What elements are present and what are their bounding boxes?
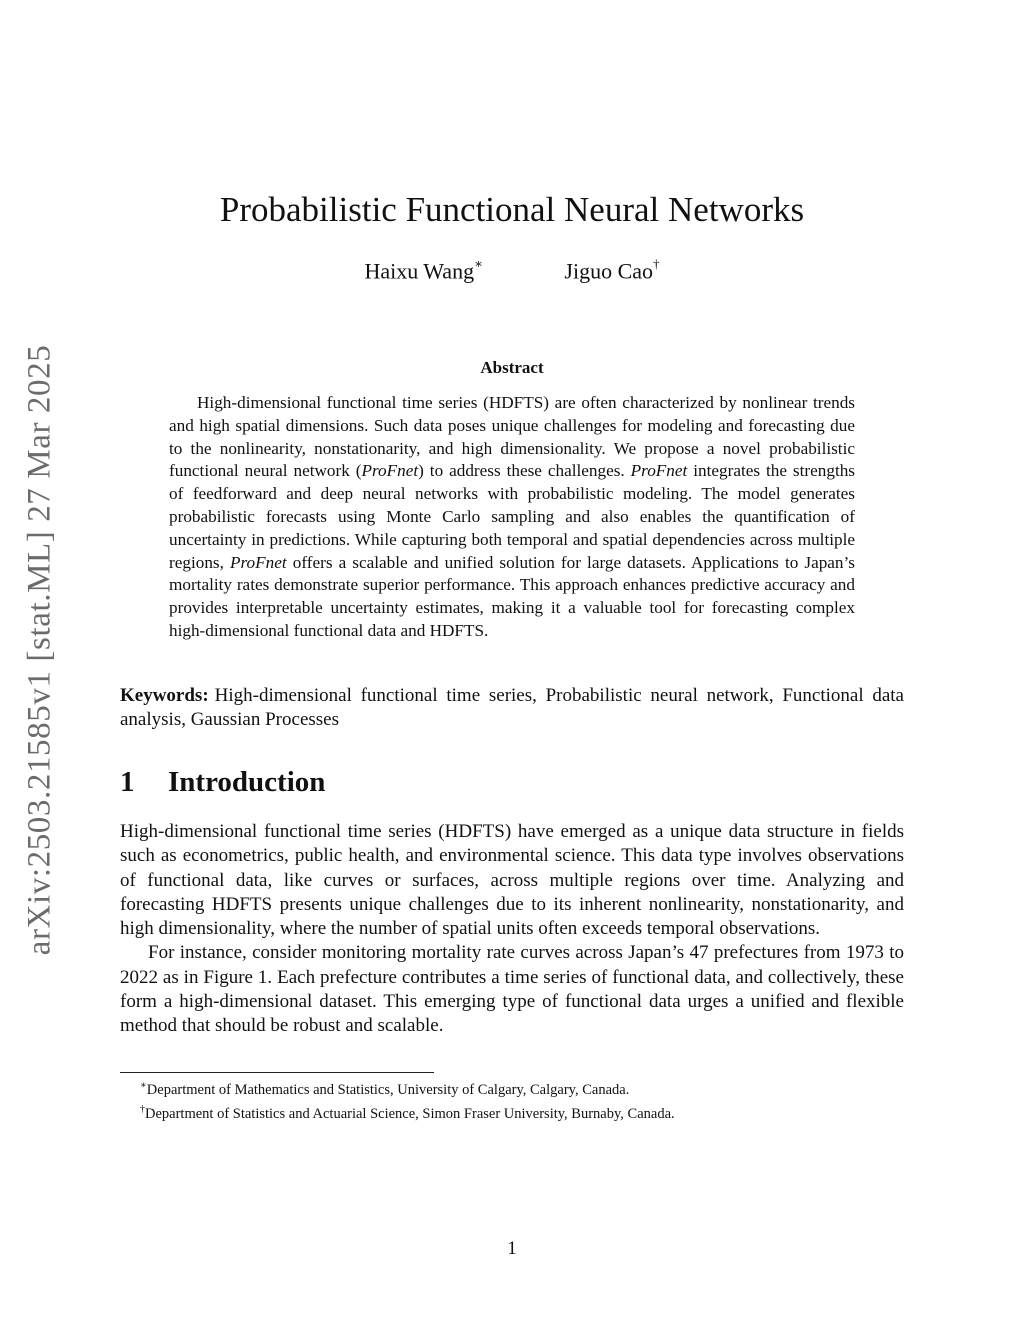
footnote-2-text: Department of Statistics and Actuarial Science, Simon Fraser University, Burnaby, Canada. xyxy=(145,1105,675,1122)
author-2-mark: † xyxy=(653,256,660,271)
page-number: 1 xyxy=(507,1238,517,1259)
section-heading xyxy=(120,766,325,799)
section-number: 1 xyxy=(120,766,135,798)
footnote-1-text: Department of Mathematics and Statistics, University of Calgary, Calgary, Canada. xyxy=(146,1081,630,1098)
section-title: Introduction xyxy=(168,766,326,798)
introduction-body xyxy=(120,820,904,1039)
keywords-text: High-dimensional functional time series, Probabilistic neural network, Functional data analysis, Gaussian Processes xyxy=(120,685,904,730)
author-list xyxy=(0,258,1024,284)
model-name: ProFnet xyxy=(630,461,688,481)
intro-paragraph-2: For instance, consider monitoring mortality rate curves across Japan’s 47 prefectures from 1973 to 2022 as in Figure 1. Each prefecture contributes a time series of functional data, and collectively, these form a high-dimensional dataset. This emerging type of functional data urges a unified and flexible method that should be robust and scalable. xyxy=(120,942,904,1037)
footnote-divider xyxy=(120,1072,434,1073)
author-2 xyxy=(564,258,659,284)
abstract-text: integrates the strengths of feedforward and deep neural networks with probabilistic modeling. The model generates probabilistic forecasts using Monte Carlo sampling and also enables the quantification of uncertainty in predictions. While capturing both temporal and spatial dependencies across multiple regions, xyxy=(169,461,855,572)
footnote-2 xyxy=(120,1100,904,1124)
intro-paragraph-1: High-dimensional functional time series (HDFTS) have emerged as a unique data structure in fields such as econometrics, public health, and environmental science. This data type involves observations of functional data, like curves or surfaces, across multiple regions over time. Analyzing and forecasting HDFTS presents unique challenges due to its inherent nonlinearity, nonstationarity, and high dimensionality, where the number of spatial units often exceeds temporal observations. xyxy=(120,821,904,940)
footnote-1 xyxy=(120,1076,904,1100)
keywords-label: Keywords: xyxy=(120,685,209,706)
abstract-text: ) to address these challenges. xyxy=(418,461,631,481)
abstract-body xyxy=(169,392,855,643)
author-1-name: Haixu Wang xyxy=(364,258,475,284)
model-name: ProFnet xyxy=(230,552,287,572)
arxiv-identifier: arXiv:2503.21585v1 [stat.ML] 27 Mar 2025 xyxy=(21,344,58,956)
abstract-text: High-dimensional functional time series (HDFTS) are often characterized by nonlinear trends and high spatial dimensions. Such data poses unique challenges for modeling and forecasting due to the nonlinearity, nonstationarity, and high dimensionality. We propose a novel probabilistic functional neural network ( xyxy=(169,393,855,481)
author-1 xyxy=(364,258,482,284)
author-2-name: Jiguo Cao xyxy=(564,258,654,284)
abstract-text: offers a scalable and unified solution for large datasets. Applications to Japan’s mortality rates demonstrate superior performance. This approach enhances predictive accuracy and provides interpretable uncertainty estimates, making it a valuable tool for forecasting complex high-dimensional functional data and HDFTS. xyxy=(169,552,855,640)
footnotes xyxy=(120,1076,904,1124)
footnote-1-mark: ∗ xyxy=(140,1080,147,1091)
keywords xyxy=(120,684,904,732)
model-name: ProFnet xyxy=(361,461,419,481)
footnote-2-mark: † xyxy=(140,1103,145,1115)
abstract-heading: Abstract xyxy=(480,358,544,377)
author-1-mark: ∗ xyxy=(474,256,483,271)
paper-title: Probabilistic Functional Neural Networks xyxy=(219,190,805,229)
